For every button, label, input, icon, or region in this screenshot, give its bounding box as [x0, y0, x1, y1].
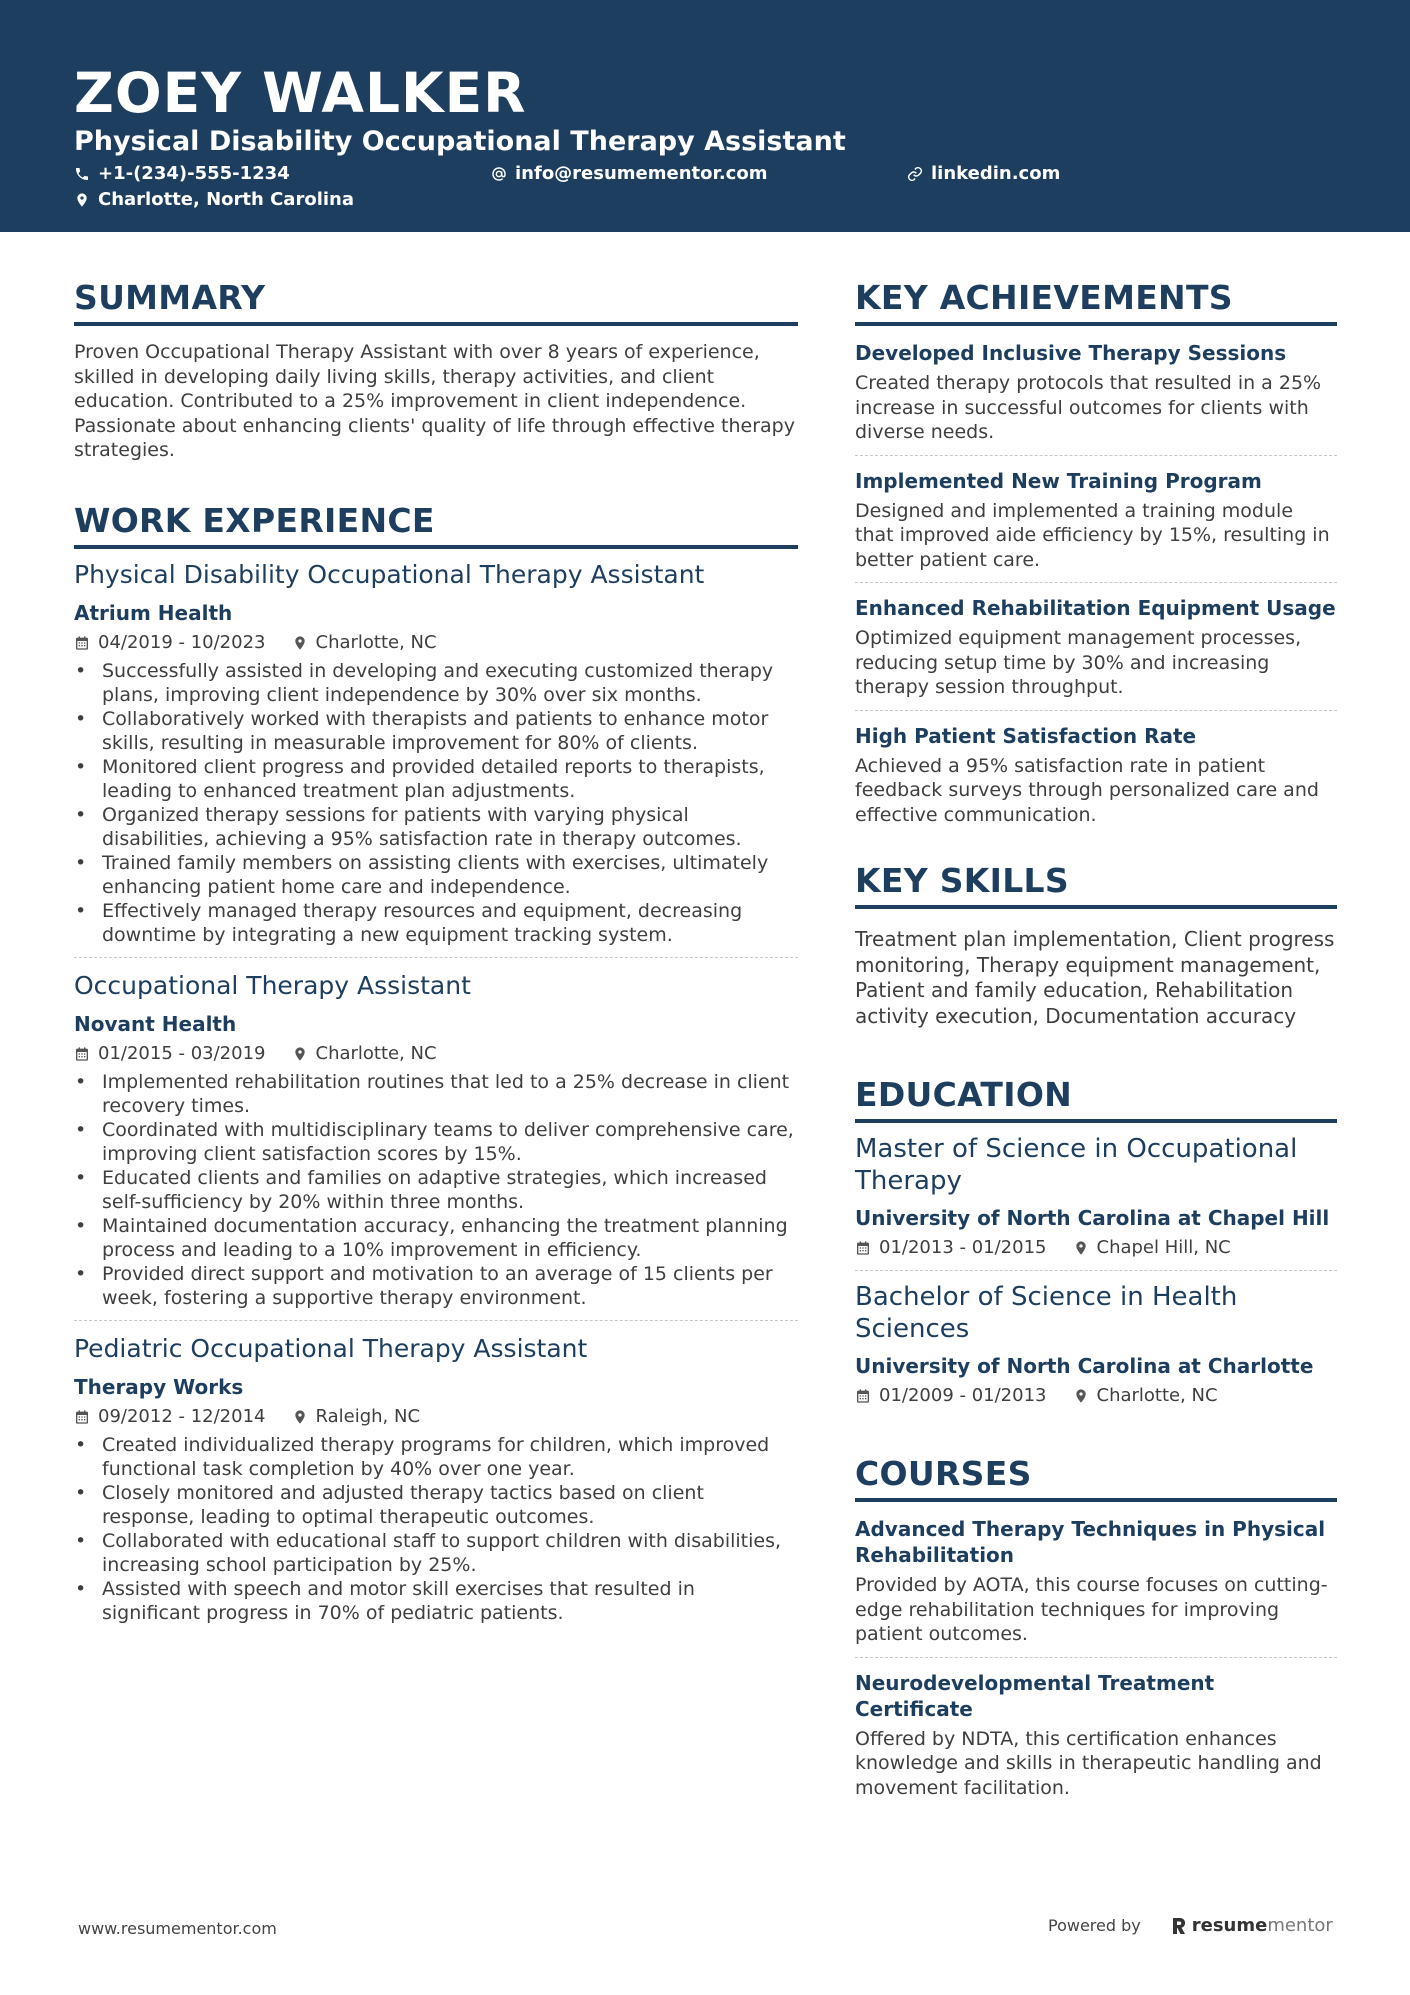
- job-entry: [74, 970, 798, 1321]
- job-bullet: • Successfully assisted in developing and executing customized therapy plans, improving client independence by 30% over six months.: [74, 659, 798, 707]
- calendar-icon: [74, 1046, 90, 1062]
- date-range: 01/2013 - 01/2015: [879, 1237, 1047, 1258]
- meta-row: [855, 1384, 1337, 1408]
- at-icon: [491, 166, 507, 182]
- company-name: Therapy Works: [74, 1374, 244, 1399]
- achievement-list: [855, 328, 1337, 837]
- school: University of North Carolina at Chapel Hill: [855, 1206, 1330, 1230]
- course-list: [855, 1504, 1337, 1810]
- job-list: [74, 559, 798, 1635]
- date-range: 01/2015 - 03/2019: [98, 1042, 266, 1064]
- location: [1073, 1384, 1218, 1408]
- achievement-item: [855, 711, 1337, 838]
- footer-website[interactable]: www.resumementor.com: [78, 1919, 277, 1938]
- job-entry: [74, 559, 798, 958]
- job-bullet: • Trained family members on assisting clients with exercises, ultimately enhancing patient home care and independence.: [74, 851, 798, 899]
- calendar-icon: [74, 1409, 90, 1425]
- left-column: [74, 276, 798, 1647]
- date-range: 09/2012 - 12/2014: [98, 1405, 266, 1427]
- job-bullets: [74, 659, 798, 947]
- contact-linkedin[interactable]: [907, 162, 1060, 186]
- job-bullet: • Maintained documentation accuracy, enhancing the treatment planning process and leading to a 10% improvement in efficiency.: [74, 1214, 798, 1262]
- calendar-icon: [855, 1388, 871, 1404]
- company-name: Novant Health: [74, 1011, 237, 1036]
- course-item: [855, 1504, 1337, 1658]
- job-bullet: • Created individualized therapy programs for children, which improved functional task completion by 40% over one year.: [74, 1433, 798, 1481]
- contact-email[interactable]: [491, 162, 767, 186]
- achievement-desc: Designed and implemented a training module that improved aide efficiency by 15%, resulting in better patient care.: [855, 499, 1330, 571]
- job-bullet: • Collaboratively worked with therapists and patients to enhance motor skills, resulting in measurable improvement for 80% of clients.: [74, 707, 798, 755]
- job-bullets: [74, 1070, 798, 1310]
- location: [1073, 1236, 1231, 1260]
- job-bullet: • Monitored client progress and provided detailed reports to therapists, leading to enhanced treatment plan adjustments.: [74, 755, 798, 803]
- location-pin-icon: [1073, 1388, 1089, 1404]
- achievement-title: Implemented New Training Program: [855, 468, 1262, 493]
- contact-location: [74, 188, 354, 212]
- summary-text: Proven Occupational Therapy Assistant with over 8 years of experience, skilled in developing daily living skills, therapy activities, and client education. Contributed to a 25% improvement in client independence. Passionate about enhancing clients' quality of life through effective therapy strategies.: [74, 341, 795, 461]
- location-text: Charlotte, NC: [1096, 1385, 1218, 1406]
- phone-text: +1-(234)-555-1234: [98, 163, 290, 184]
- linkedin-text: linkedin.com: [931, 163, 1061, 184]
- location-text: Chapel Hill, NC: [1096, 1237, 1231, 1258]
- location-text: Charlotte, NC: [315, 631, 437, 653]
- achievement-item: [855, 456, 1337, 584]
- school: University of North Carolina at Charlotte: [855, 1354, 1314, 1378]
- job-bullet: • Assisted with speech and motor skill exercises that resulted in significant progress in 70% of pediatric patients.: [74, 1577, 798, 1625]
- job-bullet: • Educated clients and families on adaptive strategies, which increased self-sufficiency by 20% within three months.: [74, 1166, 798, 1214]
- achievement-title: Developed Inclusive Therapy Sessions: [855, 341, 1287, 365]
- location: [292, 631, 437, 655]
- location-pin-icon: [74, 192, 90, 208]
- education-item: [855, 1123, 1337, 1271]
- location-pin-icon: [292, 635, 308, 651]
- brand-logo[interactable]: [1171, 1915, 1333, 1936]
- skills-text: Treatment plan implementation, Client progress monitoring, Therapy equipment management, Patient and family education, Rehabilitation activity execution, Documentation accuracy: [855, 927, 1335, 1028]
- achievement-desc: Optimized equipment management processes, reducing setup time by 30% and increasing therapy session throughput.: [855, 627, 1302, 698]
- location-pin-icon: [292, 1046, 308, 1062]
- job-bullet: • Effectively managed therapy resources and equipment, decreasing downtime by integrating a new equipment tracking system.: [74, 899, 798, 947]
- phone-icon: [74, 166, 90, 182]
- education-heading: EDUCATION: [855, 1073, 1337, 1123]
- meta-row: [74, 1042, 798, 1066]
- link-icon: [907, 166, 923, 182]
- degree: Bachelor of Science in Health Sciences: [855, 1282, 1238, 1344]
- resume-header: [0, 0, 1410, 232]
- education-section: [855, 1073, 1337, 1418]
- location-pin-icon: [292, 1409, 308, 1425]
- job-bullet: • Provided direct support and motivation to an average of 15 clients per week, fostering a supportive therapy environment.: [74, 1262, 798, 1310]
- calendar-icon: [855, 1240, 871, 1256]
- job-title: Physical Disability Occupational Therapy Assistant: [74, 559, 705, 589]
- job-bullet: • Organized therapy sessions for patients with varying physical disabilities, achieving a 95% satisfaction rate in therapy outcomes.: [74, 803, 798, 851]
- education-list: [855, 1123, 1337, 1418]
- footer-powered: [1048, 1915, 1333, 1936]
- candidate-name: ZOEY WALKER: [74, 61, 527, 125]
- skills-section: [855, 859, 1337, 1029]
- course-item: [855, 1658, 1337, 1811]
- meta-row: [74, 1405, 798, 1429]
- experience-section: [74, 499, 798, 1635]
- date-range: 01/2009 - 01/2013: [879, 1385, 1047, 1406]
- job-title: Occupational Therapy Assistant: [74, 970, 471, 1000]
- email-text: info@resumementor.com: [515, 163, 768, 184]
- job-bullets: [74, 1433, 798, 1625]
- right-column: [855, 276, 1337, 1810]
- location-pin-icon: [1073, 1240, 1089, 1256]
- skills-heading: KEY SKILLS: [855, 859, 1337, 909]
- calendar-icon: [74, 635, 90, 651]
- achievement-desc: Created therapy protocols that resulted in a 25% increase in successful outcomes for clients with diverse needs.: [855, 372, 1322, 443]
- meta-row: [74, 631, 798, 655]
- date-range: 04/2019 - 10/2023: [98, 631, 266, 653]
- achievement-title: High Patient Satisfaction Rate: [855, 723, 1197, 748]
- experience-heading: WORK EXPERIENCE: [74, 499, 798, 549]
- achievement-item: [855, 328, 1337, 456]
- location-text: Raleigh, NC: [315, 1405, 421, 1427]
- achievement-title: Enhanced Rehabilitation Equipment Usage: [855, 596, 1336, 620]
- course-desc: Offered by NDTA, this certification enhances knowledge and skills in therapeutic handling and movement facilitation.: [855, 1727, 1322, 1799]
- job-bullet: • Closely monitored and adjusted therapy tactics based on client response, leading to optimal therapeutic outcomes.: [74, 1481, 798, 1529]
- location: [292, 1042, 437, 1066]
- brand-logo-icon: [1171, 1917, 1187, 1935]
- achievements-heading: KEY ACHIEVEMENTS: [855, 276, 1337, 326]
- degree: Master of Science in Occupational Therapy: [855, 1134, 1298, 1196]
- summary-section: [74, 276, 798, 463]
- candidate-title: Physical Disability Occupational Therapy Assistant: [74, 126, 846, 157]
- job-bullet: • Coordinated with multidisciplinary teams to deliver comprehensive care, improving client satisfaction scores by 15%.: [74, 1118, 798, 1166]
- achievement-desc: Achieved a 95% satisfaction rate in patient feedback surveys through personalized care and effective communication.: [855, 754, 1319, 826]
- brand-light-text: mentor: [1267, 1915, 1333, 1936]
- location-text: Charlotte, NC: [315, 1042, 437, 1064]
- location: [292, 1405, 421, 1429]
- achievement-item: [855, 583, 1337, 711]
- courses-section: [855, 1452, 1337, 1810]
- course-title: Neurodevelopmental Treatment Certificate: [855, 1670, 1215, 1721]
- brand-bold-text: resume: [1191, 1915, 1268, 1936]
- courses-heading: COURSES: [855, 1452, 1337, 1502]
- job-bullet: • Implemented rehabilitation routines that led to a 25% decrease in client recovery times.: [74, 1070, 798, 1118]
- meta-row: [855, 1236, 1337, 1260]
- summary-heading: SUMMARY: [74, 276, 798, 326]
- course-title: Advanced Therapy Techniques in Physical Rehabilitation: [855, 1517, 1326, 1567]
- achievements-section: [855, 276, 1337, 837]
- job-title: Pediatric Occupational Therapy Assistant: [74, 1333, 588, 1363]
- course-desc: Provided by AOTA, this course focuses on cutting-edge rehabilitation techniques for improving patient outcomes.: [855, 1574, 1328, 1645]
- powered-by-text: Powered by: [1048, 1916, 1141, 1935]
- job-entry: [74, 1333, 798, 1635]
- education-item: [855, 1271, 1337, 1418]
- job-bullet: • Collaborated with educational staff to support children with disabilities, increasing school participation by 25%.: [74, 1529, 798, 1577]
- contact-phone[interactable]: [74, 162, 290, 186]
- company-name: Atrium Health: [74, 600, 233, 625]
- location-text: Charlotte, North Carolina: [98, 189, 354, 210]
